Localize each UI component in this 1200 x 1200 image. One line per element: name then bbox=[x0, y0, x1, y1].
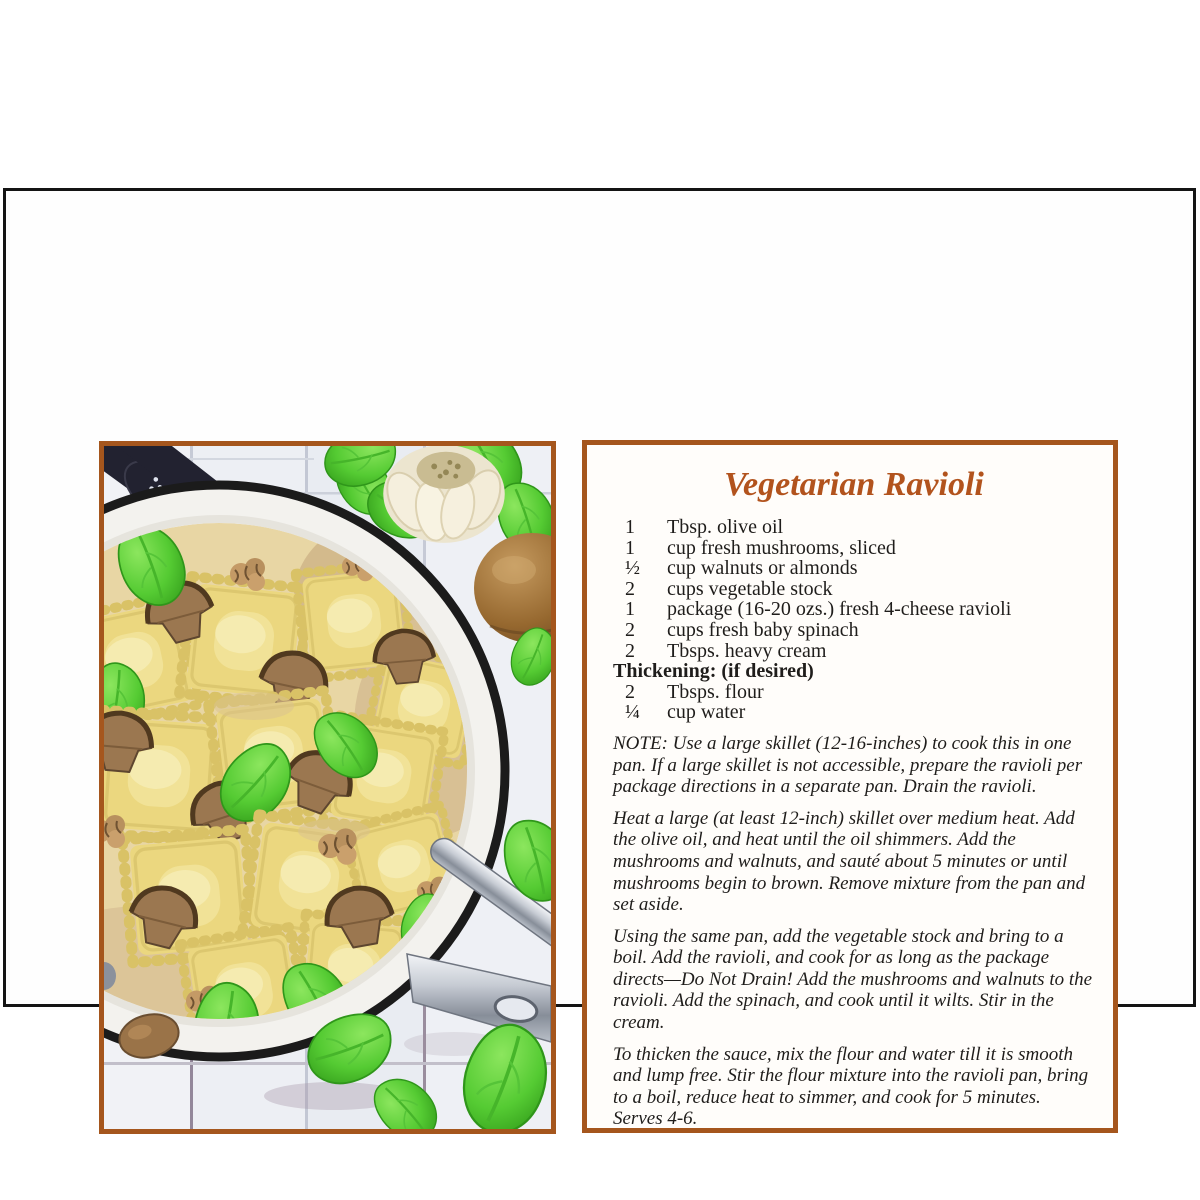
ingredient-list bbox=[613, 517, 1095, 723]
ingredient-name: Tbsps. heavy cream bbox=[667, 639, 827, 662]
ingredient-qty: ¼ bbox=[625, 701, 640, 724]
ingredient-name: Tbsp. olive oil bbox=[667, 516, 784, 538]
ingredient-qty: 1 bbox=[625, 598, 635, 621]
ingredient-name: Tbsps. flour bbox=[667, 680, 764, 703]
ingredient-qty: ½ bbox=[625, 557, 640, 580]
instruction-paragraph: Heat a large (at least 12-inch) skillet over medium heat. Add the olive oil, and heat until the oil shimmers. Add the mushrooms and walnuts, and sauté about 5 minutes or until mushrooms begin to brown. Remove mixture from the pan and set aside. bbox=[613, 807, 1086, 916]
ingredient-row bbox=[613, 620, 1095, 641]
thickening-subheader: Thickening: (if desired) bbox=[613, 660, 814, 683]
ingredient-row bbox=[613, 682, 1095, 703]
ingredient-qty: 2 bbox=[625, 618, 635, 641]
ingredient-qty: 2 bbox=[625, 577, 635, 600]
ingredient-qty: 2 bbox=[625, 680, 635, 703]
ingredient-row bbox=[613, 558, 1095, 579]
recipe-panel bbox=[582, 440, 1118, 1133]
ingredient-qty: 1 bbox=[625, 536, 635, 559]
ingredient-row bbox=[613, 538, 1095, 559]
ingredient-row bbox=[613, 641, 1095, 662]
ingredient-qty: 2 bbox=[625, 639, 635, 662]
instructions bbox=[613, 733, 1095, 1130]
ingredient-row bbox=[613, 599, 1095, 620]
ingredient-row bbox=[613, 579, 1095, 600]
ingredient-qty: 1 bbox=[625, 516, 635, 538]
card-frame bbox=[3, 188, 1196, 1130]
ingredient-name: package (16-20 ozs.) fresh 4-cheese ravioli bbox=[667, 598, 1012, 621]
ingredient-row bbox=[613, 517, 1095, 538]
recipe-photo bbox=[99, 441, 556, 1134]
ingredient-name: cups fresh baby spinach bbox=[667, 618, 859, 641]
instruction-paragraph: Using the same pan, add the vegetable stock and bring to a boil. Add the ravioli, and cook for as long as the package directs—Do Not Drain! Add the mushrooms and walnuts to the ravioli. Add the spinach, and cook until it wilts. Stir in the cream. bbox=[613, 925, 1093, 1034]
ingredient-name: cup walnuts or almonds bbox=[667, 557, 858, 580]
ingredient-name: cup fresh mushrooms, sliced bbox=[667, 536, 896, 559]
ingredient-name: cup water bbox=[667, 701, 746, 724]
instruction-paragraph: To thicken the sauce, mix the flour and water till it is smooth and lump free. Stir the flour mixture into the ravioli pan, bring to a boil, reduce heat to simmer, and cook for 5 minutes. Serves 4-6. bbox=[613, 1043, 1089, 1130]
ingredient-name: cups vegetable stock bbox=[667, 577, 833, 600]
ingredient-row bbox=[613, 702, 1095, 723]
recipe-photo-illustration bbox=[104, 446, 551, 1129]
recipe-title: Vegetarian Ravioli bbox=[724, 466, 984, 503]
instruction-paragraph-note: NOTE: Use a large skillet (12-16-inches) to cook this in one pan. If a large skillet is not accessible, prepare the ravioli per package directions in a separate pan. Drain the ravioli. bbox=[613, 732, 1083, 798]
